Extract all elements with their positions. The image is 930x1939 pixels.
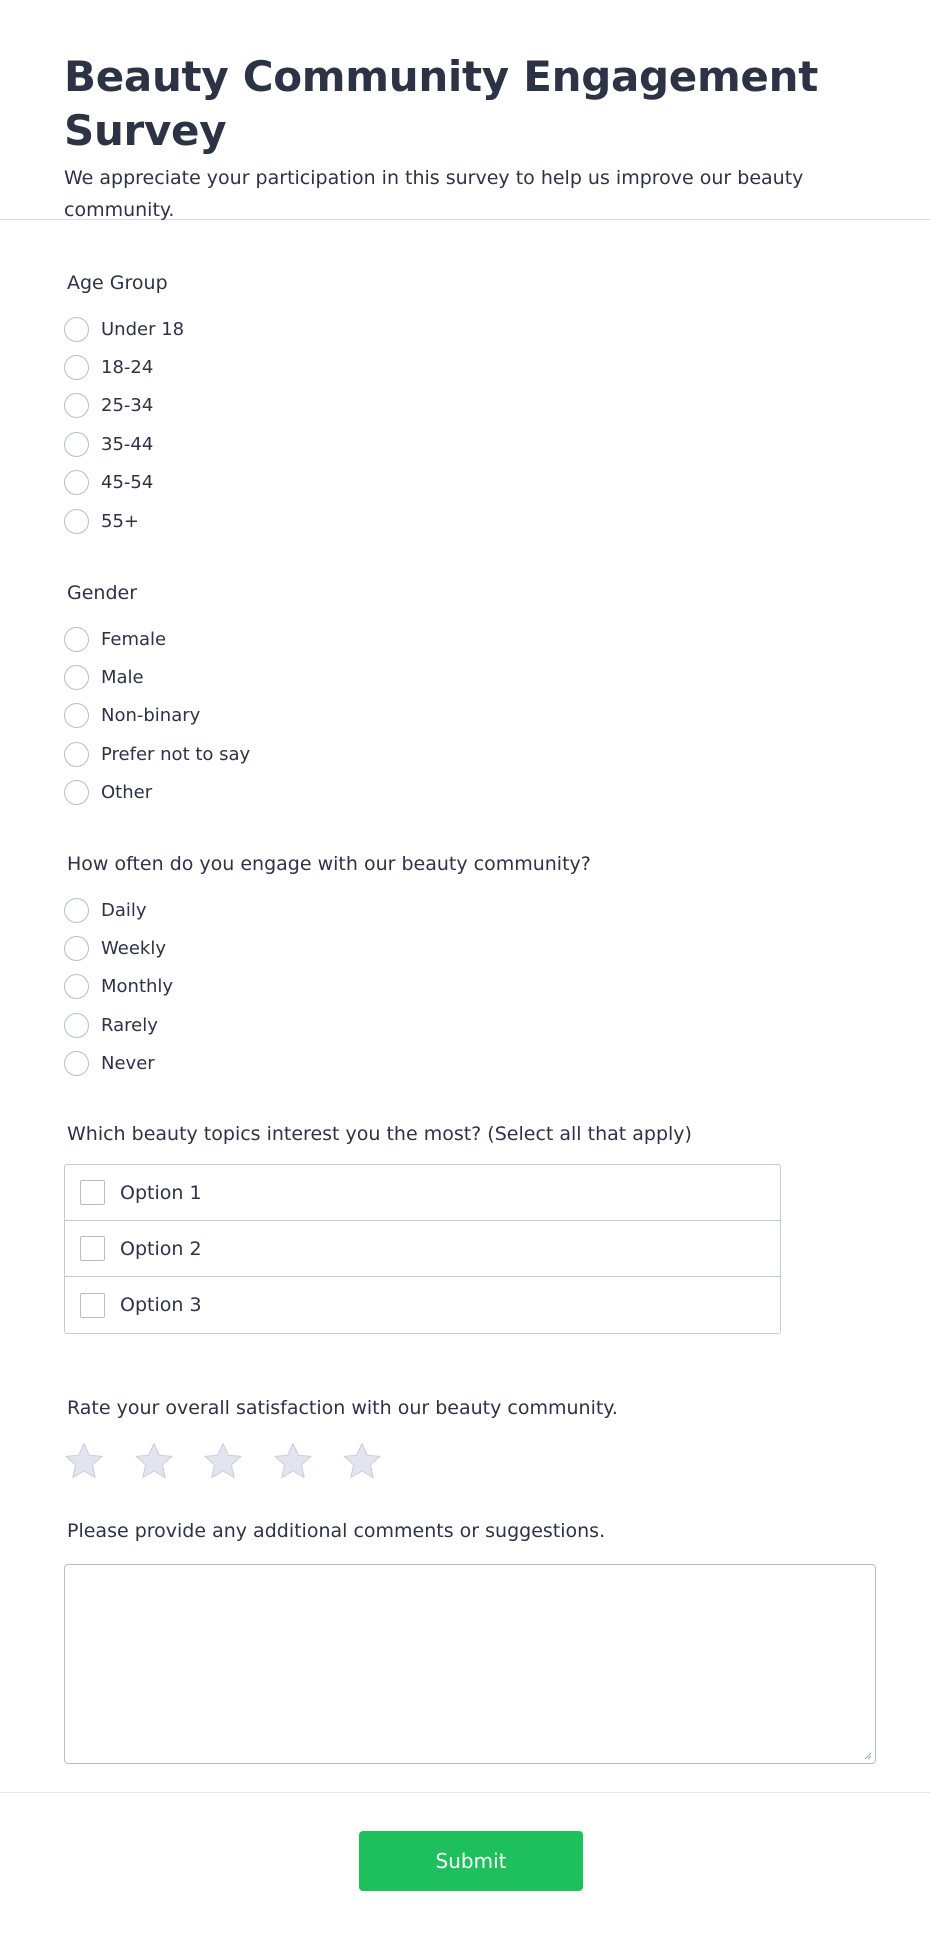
engagement-options	[64, 891, 591, 1083]
engagement-option[interactable]	[64, 1006, 591, 1044]
age-group-options	[64, 310, 184, 540]
star-icon[interactable]	[273, 1441, 313, 1481]
engagement-option[interactable]	[64, 968, 591, 1006]
star-icon[interactable]	[64, 1441, 104, 1481]
gender-option-label: Non-binary	[101, 705, 201, 727]
gender-option[interactable]	[64, 697, 250, 735]
star-icon[interactable]	[203, 1441, 243, 1481]
age-group-label: Age Group	[67, 272, 168, 294]
gender-options	[64, 620, 250, 812]
age-option-label: Under 18	[101, 318, 185, 340]
age-option[interactable]	[64, 348, 184, 386]
gender-option-label: Female	[101, 628, 167, 650]
gender-option[interactable]	[64, 735, 250, 773]
form-footer	[0, 1792, 930, 1939]
radio-button[interactable]	[64, 898, 89, 923]
age-option[interactable]	[64, 502, 184, 540]
rating-label: Rate your overall satisfaction with our beauty community.	[67, 1397, 618, 1419]
survey-header	[0, 0, 930, 220]
topic-option-label: Option 1	[120, 1181, 202, 1204]
checkbox[interactable]	[80, 1180, 105, 1205]
gender-option-label: Prefer not to say	[101, 743, 251, 765]
radio-button[interactable]	[64, 355, 89, 380]
engagement-option-label: Rarely	[101, 1014, 158, 1036]
gender-option[interactable]	[64, 658, 250, 696]
topics-label: Which beauty topics interest you the most? (Select all that apply)	[67, 1123, 692, 1145]
age-option[interactable]	[64, 464, 184, 502]
age-option-label: 45-54	[101, 472, 154, 494]
topic-option[interactable]	[65, 1221, 780, 1277]
age-group-question	[64, 268, 184, 540]
gender-option-label: Other	[101, 782, 153, 804]
engagement-option-label: Weekly	[101, 938, 166, 960]
age-option-label: 18-24	[101, 357, 154, 379]
engagement-option[interactable]	[64, 929, 591, 967]
page-subtitle: We appreciate your participation in this survey to help us improve our beauty community.	[64, 167, 804, 221]
engagement-option-label: Daily	[101, 899, 147, 921]
radio-button[interactable]	[64, 936, 89, 961]
engagement-question	[64, 849, 591, 1083]
star-icon[interactable]	[342, 1441, 382, 1481]
radio-button[interactable]	[64, 1051, 89, 1076]
page-title: Beauty Community Engagement Survey	[64, 52, 818, 155]
gender-label: Gender	[67, 582, 138, 604]
radio-button[interactable]	[64, 432, 89, 457]
radio-button[interactable]	[64, 703, 89, 728]
radio-button[interactable]	[64, 470, 89, 495]
radio-button[interactable]	[64, 317, 89, 342]
gender-option-label: Male	[101, 667, 144, 689]
topics-options	[64, 1164, 781, 1334]
radio-button[interactable]	[64, 780, 89, 805]
radio-button[interactable]	[64, 509, 89, 534]
checkbox[interactable]	[80, 1236, 105, 1261]
checkbox[interactable]	[80, 1293, 105, 1318]
topic-option-label: Option 2	[120, 1237, 202, 1260]
gender-option[interactable]	[64, 620, 250, 658]
topic-option-label: Option 3	[120, 1294, 202, 1316]
engagement-option-label: Never	[101, 1053, 155, 1075]
comments-question	[64, 1516, 876, 1764]
age-option[interactable]	[64, 387, 184, 425]
topic-option[interactable]	[65, 1165, 780, 1221]
radio-button[interactable]	[64, 627, 89, 652]
engagement-option-label: Monthly	[101, 976, 174, 998]
comments-textarea[interactable]	[64, 1564, 876, 1764]
radio-button[interactable]	[64, 665, 89, 690]
gender-question	[64, 578, 250, 812]
radio-button[interactable]	[64, 742, 89, 767]
star-icon[interactable]	[134, 1441, 174, 1481]
age-option-label: 55+	[101, 510, 139, 532]
resize-grip-icon[interactable]	[862, 1750, 872, 1760]
topic-option[interactable]	[65, 1277, 780, 1333]
radio-button[interactable]	[64, 1013, 89, 1038]
age-option[interactable]	[64, 425, 184, 463]
gender-option[interactable]	[64, 774, 250, 812]
topics-question	[64, 1119, 781, 1334]
engagement-option[interactable]	[64, 891, 591, 929]
age-option[interactable]	[64, 310, 184, 348]
radio-button[interactable]	[64, 974, 89, 999]
engagement-label: How often do you engage with our beauty community?	[67, 853, 591, 875]
star-rating	[64, 1441, 618, 1481]
rating-question	[64, 1393, 618, 1481]
age-option-label: 35-44	[101, 433, 154, 455]
comments-label: Please provide any additional comments or suggestions.	[67, 1520, 606, 1542]
radio-button[interactable]	[64, 393, 89, 418]
age-option-label: 25-34	[101, 395, 154, 417]
engagement-option[interactable]	[64, 1045, 591, 1083]
submit-button[interactable]: Submit	[359, 1831, 583, 1891]
